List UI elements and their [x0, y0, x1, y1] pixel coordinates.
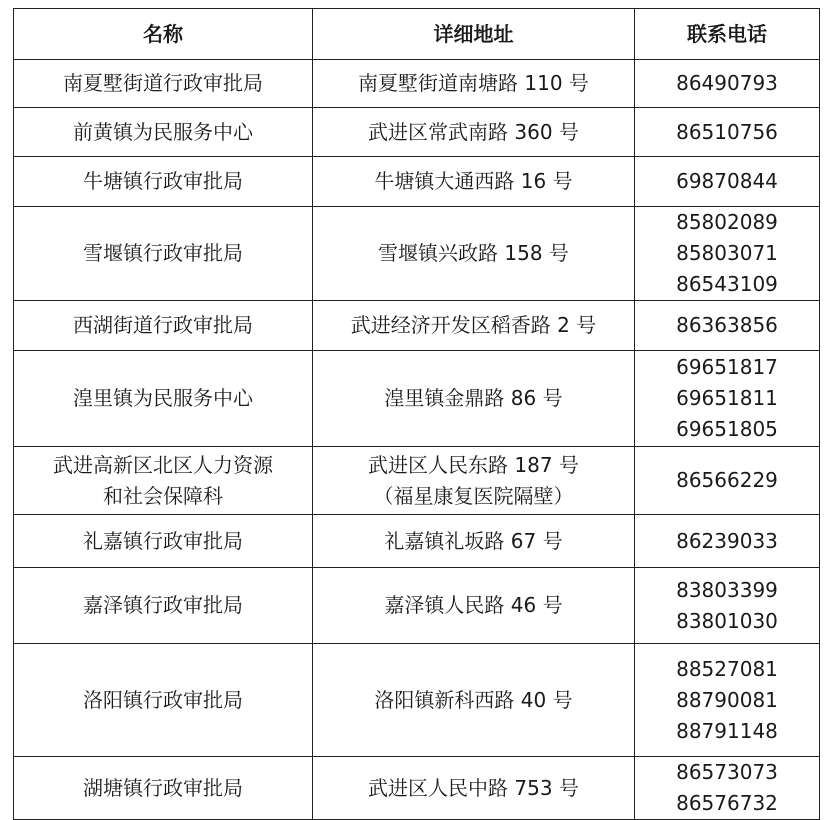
cell-name [14, 515, 313, 568]
cell-name [14, 108, 313, 157]
cell-phone-line: 85802089 [676, 210, 778, 234]
cell-name [14, 757, 313, 820]
table-row [14, 301, 820, 351]
cell-phone-line: 69651811 [676, 386, 778, 410]
cell-address [313, 351, 635, 447]
cell-phone [635, 515, 820, 568]
cell-address-line: 武进区人民东路 187 号 [368, 452, 579, 477]
cell-phone-line: 86566229 [676, 468, 778, 492]
cell-phone-line: 88527081 [676, 656, 778, 681]
cell-name-line: 西湖街道行政审批局 [73, 313, 253, 337]
cell-address [313, 447, 635, 515]
table-row [14, 447, 820, 515]
cell-phone [635, 301, 820, 351]
cell-address [313, 60, 635, 108]
cell-phone-line: 69651805 [676, 417, 778, 441]
cell-address [313, 207, 635, 301]
cell-address-line: 湟里镇金鼎路 86 号 [384, 386, 563, 410]
table-row [14, 757, 820, 820]
table-row [14, 108, 820, 157]
table-row [14, 157, 820, 207]
cell-address [313, 515, 635, 568]
cell-address [313, 757, 635, 820]
cell-name [14, 644, 313, 757]
cell-phone [635, 568, 820, 644]
cell-phone-line: 86573073 [676, 760, 778, 784]
cell-name [14, 301, 313, 351]
cell-address-line: 武进区人民中路 753 号 [368, 775, 579, 800]
cell-phone-line: 86363856 [676, 313, 778, 337]
cell-phone [635, 351, 820, 447]
cell-phone-line: 88791148 [676, 718, 778, 743]
cell-address-line: （福星康复医院隔壁） [373, 483, 574, 508]
header-phone: 联系电话 [635, 9, 820, 60]
cell-phone-line: 86490793 [676, 71, 778, 95]
cell-name [14, 157, 313, 207]
cell-phone-line: 86543109 [676, 272, 778, 296]
cell-phone [635, 644, 820, 757]
cell-phone [635, 207, 820, 301]
cell-name-line: 前黄镇为民服务中心 [73, 119, 253, 144]
cell-phone [635, 60, 820, 108]
cell-address-line: 嘉泽镇人民路 46 号 [384, 593, 563, 617]
cell-name-line: 礼嘉镇行政审批局 [83, 528, 243, 553]
table-body [14, 60, 820, 820]
cell-address [313, 568, 635, 644]
table-row [14, 568, 820, 644]
cell-phone [635, 757, 820, 820]
cell-name-line: 洛阳镇行政审批局 [83, 687, 243, 712]
cell-address-line: 雪堰镇兴政路 158 号 [378, 241, 569, 265]
cell-name-line: 雪堰镇行政审批局 [83, 241, 243, 265]
cell-address [313, 108, 635, 157]
cell-phone [635, 447, 820, 515]
cell-address [313, 157, 635, 207]
cell-name [14, 568, 313, 644]
table-row [14, 644, 820, 757]
cell-address-line: 南夏墅街道南塘路 110 号 [358, 71, 589, 95]
cell-phone-line: 83803399 [676, 577, 778, 602]
cell-phone [635, 108, 820, 157]
table-row [14, 515, 820, 568]
cell-name [14, 60, 313, 108]
cell-name-line: 牛塘镇行政审批局 [83, 169, 243, 193]
cell-name-line: 和社会保障科 [103, 483, 223, 508]
cell-name [14, 207, 313, 301]
cell-name-line: 湟里镇为民服务中心 [73, 386, 253, 410]
cell-address [313, 301, 635, 351]
cell-name [14, 351, 313, 447]
cell-address-line: 牛塘镇大通西路 16 号 [374, 169, 573, 193]
cell-phone-line: 69870844 [676, 169, 778, 193]
cell-name-line: 湖塘镇行政审批局 [83, 775, 243, 800]
cell-name-line: 南夏墅街道行政审批局 [63, 71, 263, 95]
cell-address-line: 武进经济开发区稻香路 2 号 [350, 313, 597, 337]
cell-phone-line: 88790081 [676, 687, 778, 712]
cell-name [14, 447, 313, 515]
cell-address [313, 644, 635, 757]
cell-phone-line: 86510756 [676, 119, 778, 144]
cell-phone-line: 86239033 [676, 528, 778, 553]
header-row [14, 9, 820, 60]
table-row [14, 207, 820, 301]
cell-name-line: 嘉泽镇行政审批局 [83, 593, 243, 617]
cell-phone-line: 83801030 [676, 608, 778, 633]
cell-phone-line: 69651817 [676, 355, 778, 379]
cell-phone-line: 85803071 [676, 241, 778, 265]
cell-name-line: 武进高新区北区人力资源 [53, 452, 273, 477]
table-row [14, 60, 820, 108]
cell-phone-line: 86576732 [676, 791, 778, 815]
header-address: 详细地址 [313, 9, 635, 60]
header-name: 名称 [14, 9, 313, 60]
cell-address-line: 礼嘉镇礼坂路 67 号 [384, 528, 563, 553]
office-contact-table [13, 8, 820, 820]
table-row [14, 351, 820, 447]
cell-phone [635, 157, 820, 207]
cell-address-line: 武进区常武南路 360 号 [368, 119, 579, 144]
cell-address-line: 洛阳镇新科西路 40 号 [374, 687, 573, 712]
